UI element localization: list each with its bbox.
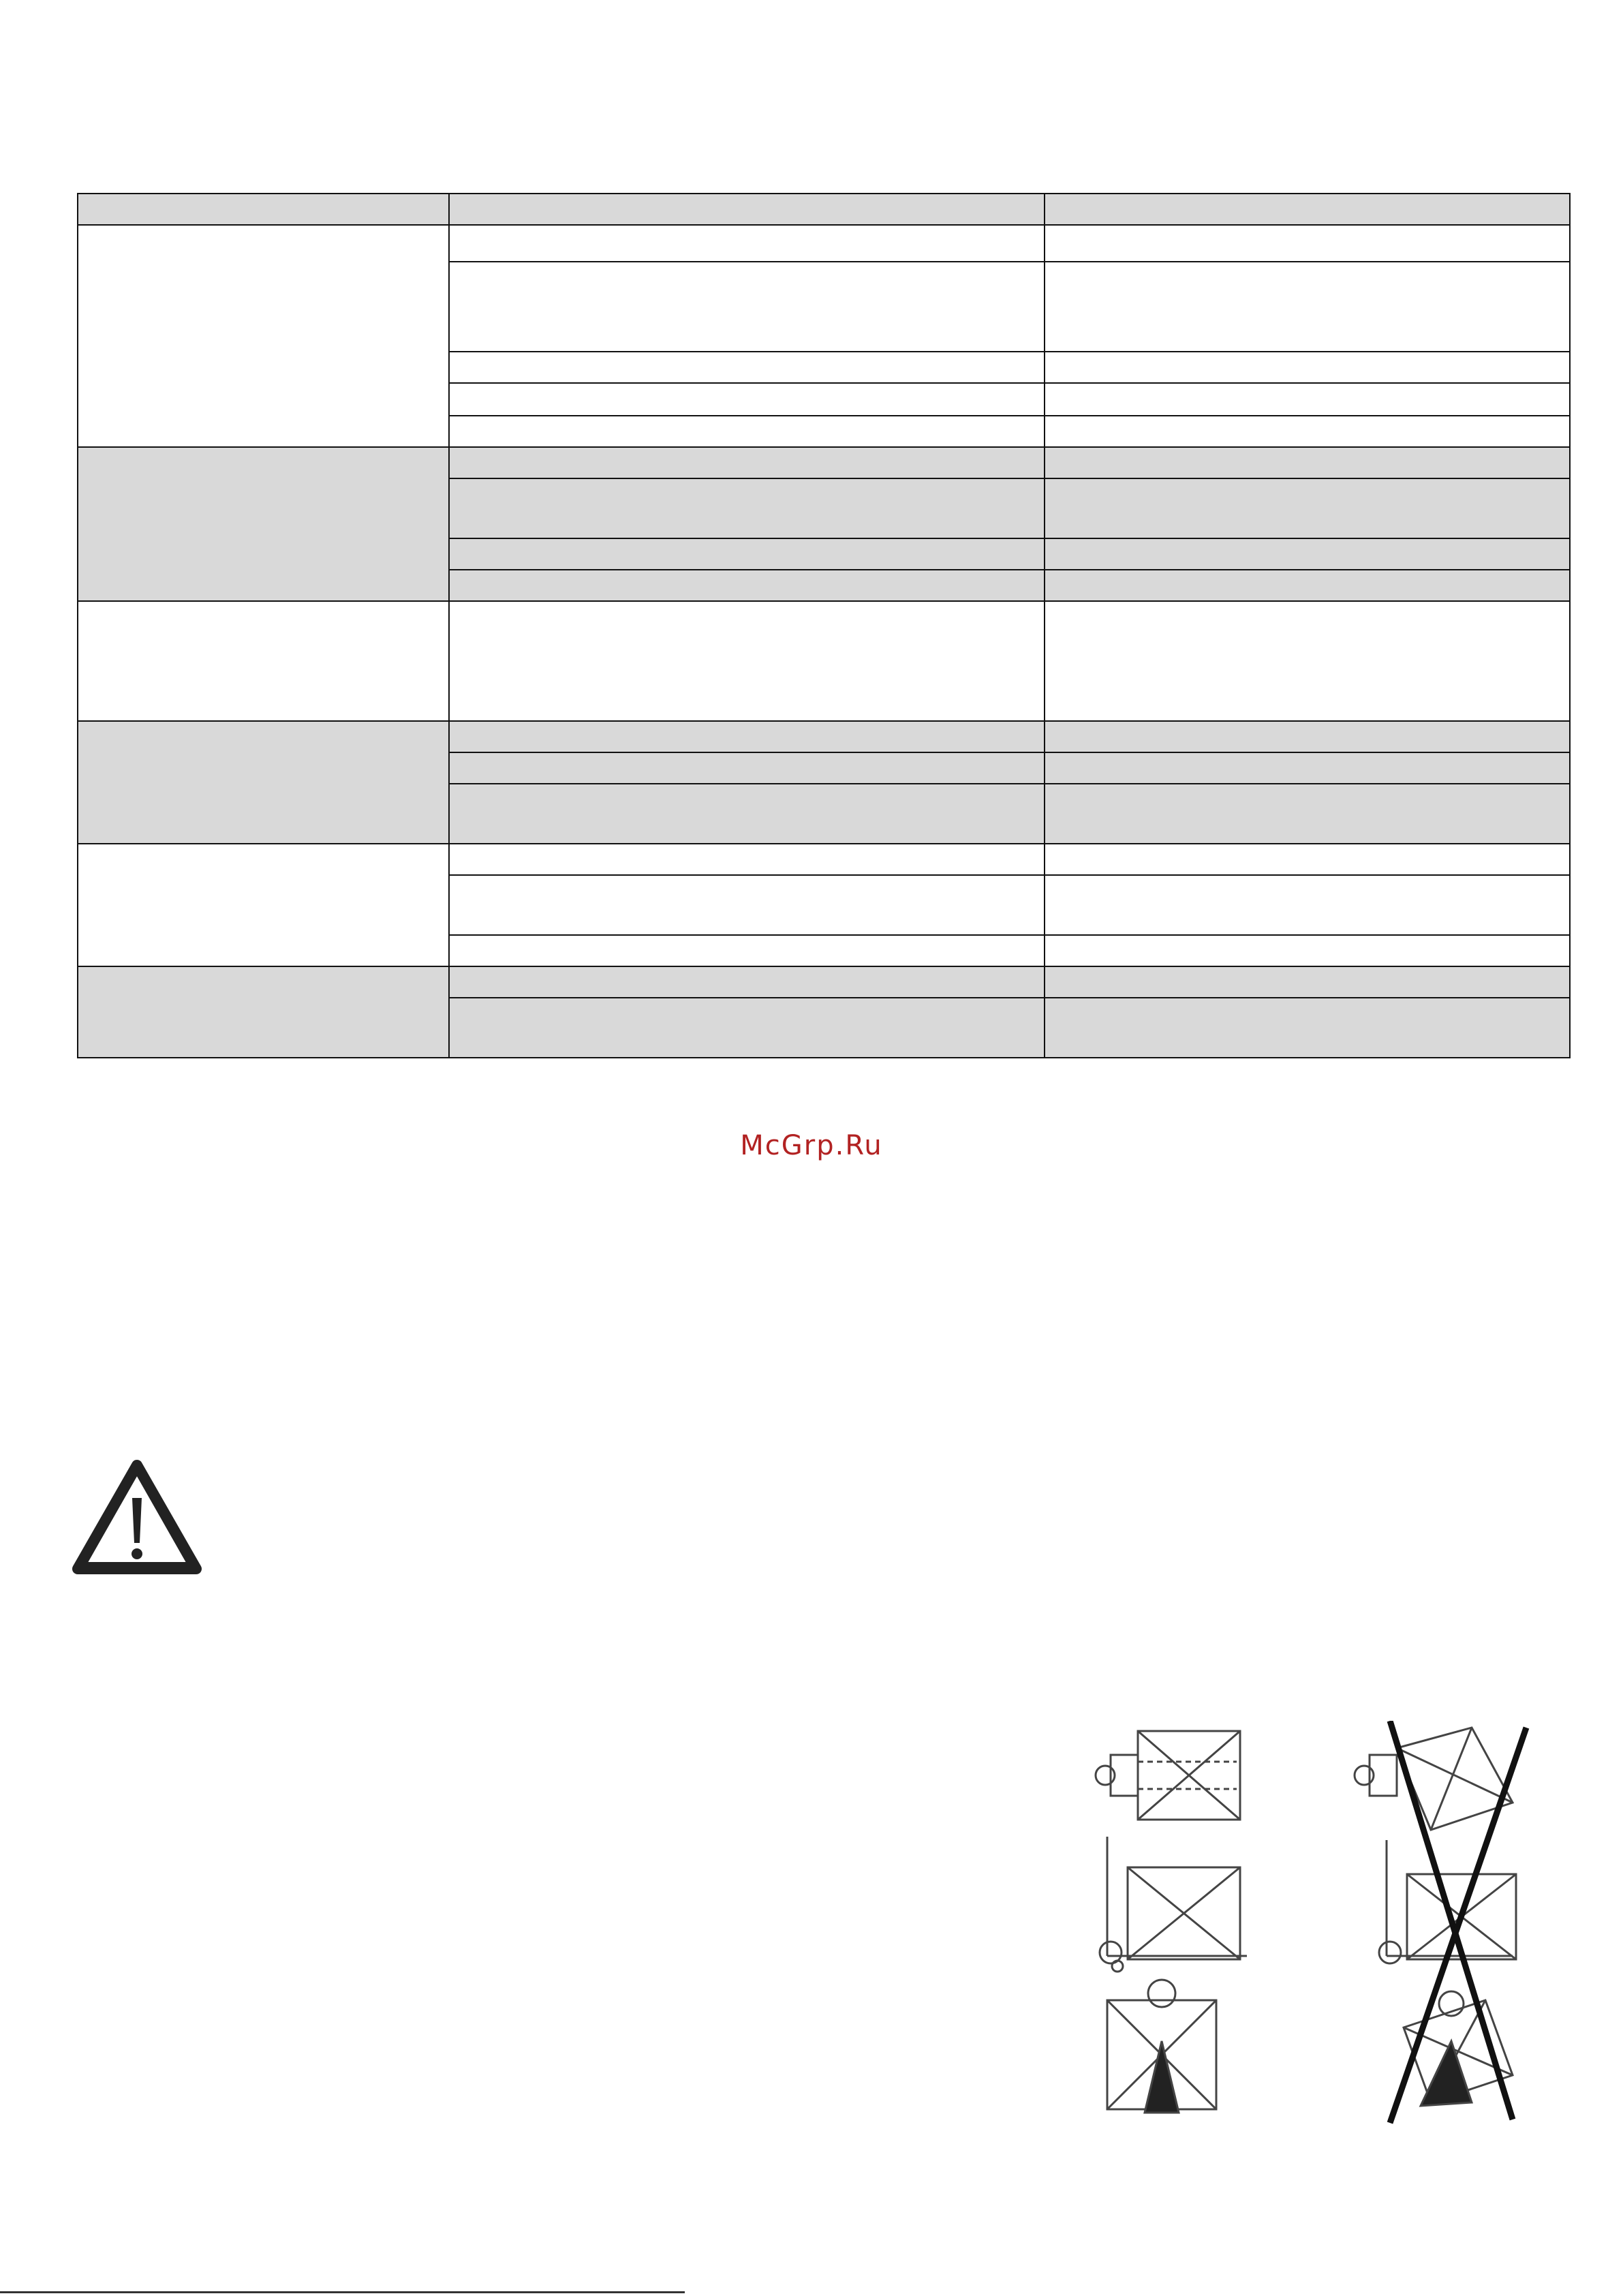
incorrect-front-view-figure — [1404, 1991, 1513, 2106]
fault-cell — [78, 966, 449, 1058]
remedy-cell — [1045, 784, 1570, 844]
cause-cell — [449, 784, 1045, 844]
remedy-cell — [1045, 225, 1570, 262]
remedy-cell — [1045, 478, 1570, 538]
remedy-cell — [1045, 352, 1570, 383]
remedy-cell — [1045, 752, 1570, 784]
cause-cell — [449, 383, 1045, 416]
correct-side-view-figure — [1100, 1837, 1247, 1972]
cause-cell — [449, 844, 1045, 875]
footnote-separator-line — [0, 2291, 685, 2293]
remedy-cell — [1045, 416, 1570, 447]
cause-cell — [449, 478, 1045, 538]
remedy-cell — [1045, 721, 1570, 752]
remedy-cell — [1045, 935, 1570, 966]
remedy-cell — [1045, 383, 1570, 416]
remedy-cell — [1045, 262, 1570, 352]
cause-cell — [449, 570, 1045, 601]
fault-cell — [78, 844, 449, 966]
remedy-cell — [1045, 570, 1570, 601]
warning-triangle-icon — [71, 1458, 203, 1578]
correct-front-view-figure — [1107, 1980, 1216, 2113]
correct-top-view-figure — [1096, 1731, 1240, 1820]
remedy-cell — [1045, 538, 1570, 570]
cause-cell — [449, 225, 1045, 262]
cause-cell — [449, 447, 1045, 478]
cause-cell — [449, 601, 1045, 721]
cause-cell — [449, 752, 1045, 784]
remedy-cell — [1045, 966, 1570, 998]
cause-cell — [449, 538, 1045, 570]
fault-cell — [78, 601, 449, 721]
remedy-cell — [1045, 601, 1570, 721]
cause-cell — [449, 998, 1045, 1058]
table-row — [78, 966, 1570, 998]
pallet-truck-load-positioning-illustration — [1049, 1721, 1567, 2126]
cause-cell — [449, 935, 1045, 966]
remedy-cell — [1045, 447, 1570, 478]
table-row — [78, 225, 1570, 262]
table-row — [78, 721, 1570, 752]
table-body — [78, 225, 1570, 1058]
cause-cell — [449, 966, 1045, 998]
table-row — [78, 844, 1570, 875]
troubleshooting-table — [77, 193, 1571, 1058]
incorrect-top-view-figure — [1355, 1728, 1513, 1830]
table-row — [78, 447, 1570, 478]
remedy-cell — [1045, 844, 1570, 875]
cause-cell — [449, 875, 1045, 935]
remedy-cell — [1045, 998, 1570, 1058]
cause-cell — [449, 721, 1045, 752]
fault-cell — [78, 225, 449, 447]
table-header-cell — [78, 194, 449, 225]
cause-cell — [449, 416, 1045, 447]
remedy-cell — [1045, 875, 1570, 935]
cause-cell — [449, 262, 1045, 352]
cause-cell — [449, 352, 1045, 383]
table-header-row — [78, 194, 1570, 225]
table-header-cell — [1045, 194, 1570, 225]
table-row — [78, 601, 1570, 721]
fault-cell — [78, 721, 449, 844]
fault-cell — [78, 447, 449, 601]
table-header-cell — [449, 194, 1045, 225]
watermark-text: McGrp.Ru — [740, 1130, 883, 1161]
